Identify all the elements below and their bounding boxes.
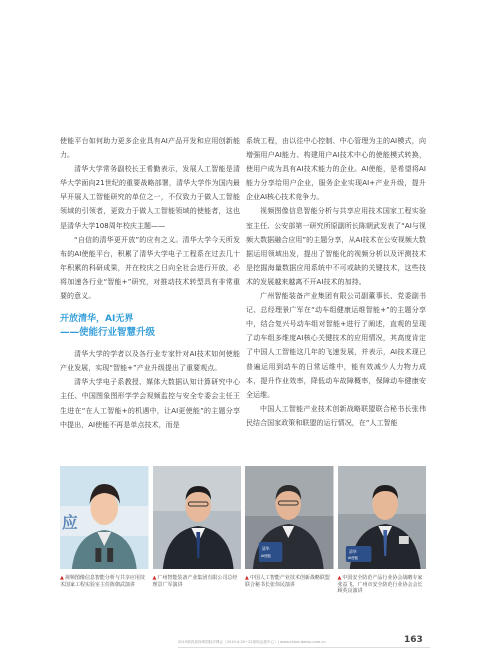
- left-paragraph-3: “自信的清华更开放”的应有之义。清华大学今天所发布的AI使能平台，积累了清华大学电子工程系在过去几十年积累的科研成果，并在校庆之日向全社会进行开放，必将加速各行业“智能+”研究，对推动技术转型具有非常重要的意义。: [60, 235, 240, 301]
- page-number: 163: [404, 635, 423, 645]
- svg-text:AI使能: AI使能: [347, 555, 358, 561]
- section-heading-line-1: 开放清华，AI无界: [60, 314, 134, 325]
- footer-rule: [178, 647, 430, 648]
- left-paragraph-5: 清华大学电子系教授、媒体大数据认知计算研究中心主任、中国图象图形学学会视频监控与安全专委会主任王生进在“在人工智能+的机遇中，让AI更使能”的主题分享中提出，AI使能不再是单点技术，而是: [60, 378, 240, 429]
- speaker-photo-3: [245, 466, 334, 569]
- left-column: [60, 134, 240, 432]
- left-paragraph-2: 清华大学常务副校长王希勤表示，发展人工智能是清华大学面向21世纪的重要战略部署，清华大学作为国内最早开展人工智能研究的单位之一，不仅致力于做人工智能领域的引领者，更致力于做人工智能领域的使能者，这也是清华大学108周年校庆主题——: [60, 165, 240, 230]
- caption-4: ▲中国安全防范产品行业协会战略专家张益飞、广州市安全防范行业协会会长顾英良演讲: [337, 575, 423, 595]
- right-paragraph-2: 视频图像信息智能分析与共享应用技术国家工程实验室主任、公安部第一研究所原副所长陈朝武发表了“AI与视频大数据融合应用”的主题分享，从AI技术在公安视频大数据运用领域出发，提出了智能化的视频分析以及评测技术是挖掘海量数据应用系统中不可或缺的关键技术，这些技术的发展越来越离不开AI技术的加持。: [246, 207, 426, 286]
- caption-triangle-icon: ▲: [152, 575, 157, 581]
- section-heading: [60, 313, 240, 339]
- caption-triangle-icon: ▲: [60, 575, 64, 581]
- svg-text:AI使能: AI使能: [260, 553, 271, 559]
- caption-1: ▲视频图像信息智能分析与共享应用技术国家工程实验室主任陈朝武演讲: [60, 575, 145, 588]
- caption-triangle-icon: ▲: [337, 575, 342, 581]
- page-footer-text: 2019第四届深圳国际安博会（2019.4.20~22深圳会展中心）| www.china-daiwu.com.cn: [178, 640, 326, 644]
- left-paragraph-1: 使能平台如何助力更多企业具有AI产品开发和应用创新能力。: [60, 137, 240, 160]
- right-paragraph-3: 广州智能装备产业集团有限公司副董事长、党委副书记、总经理景广军在“动车组健康运维智能+”的主题分享中，结合复兴号动车组对智能+进行了阐述，直观的呈现了动车组多维度AI核心关键技术的应用情况，其高度肯定了中国人工智能这几年的飞速发展，并表示，AI技术现已普遍运用到动车的日常运维中，能有效减少人力物力成本，提升作业效率，降低动车故障概率，保障动车健康安全运维。: [246, 292, 426, 399]
- svg-text:清华: 清华: [348, 548, 357, 555]
- speaker-photo-4: [338, 466, 427, 569]
- left-paragraph-4: 清华大学的学者以及各行业专家针对AI技术如何使能产业发展，实现“智能+”产业升级提出了重要观点。: [60, 350, 240, 373]
- speaker-photo-2: [153, 466, 242, 569]
- right-column: [246, 134, 426, 430]
- svg-text:清华: 清华: [261, 545, 270, 552]
- speaker-photo-1: [60, 466, 149, 569]
- caption-triangle-icon: ▲: [245, 575, 249, 581]
- caption-2: ▲广州智能装备产业集团有限公司总经理景广军演讲: [152, 575, 238, 588]
- section-heading-line-2: ——使能行业智慧升级: [60, 327, 156, 339]
- photo-captions: [60, 575, 426, 595]
- speaker-photos: [60, 466, 426, 569]
- right-paragraph-1: 系统工程，由以往中心控制、中心管理为主的AI模式，向增强用户AI能力、构建用户AI技术中心的使能模式转换，使用户成为具有AI技术能力的企业。AI使能，是希望将AI能力分享给用户企业，服务企业实现AI+产业升级，提升企业AI核心技术竞争力。: [246, 137, 426, 202]
- caption-3: ▲中国人工智能产业技术创新战略联盟联合秘书长张伟民演讲: [245, 575, 330, 588]
- svg-text:应: 应: [61, 512, 78, 533]
- right-paragraph-4: 中国人工智能产业技术创新战略联盟联合秘书长张伟民结合国家政策和联盟的运行情况，在“人工智能: [246, 404, 426, 427]
